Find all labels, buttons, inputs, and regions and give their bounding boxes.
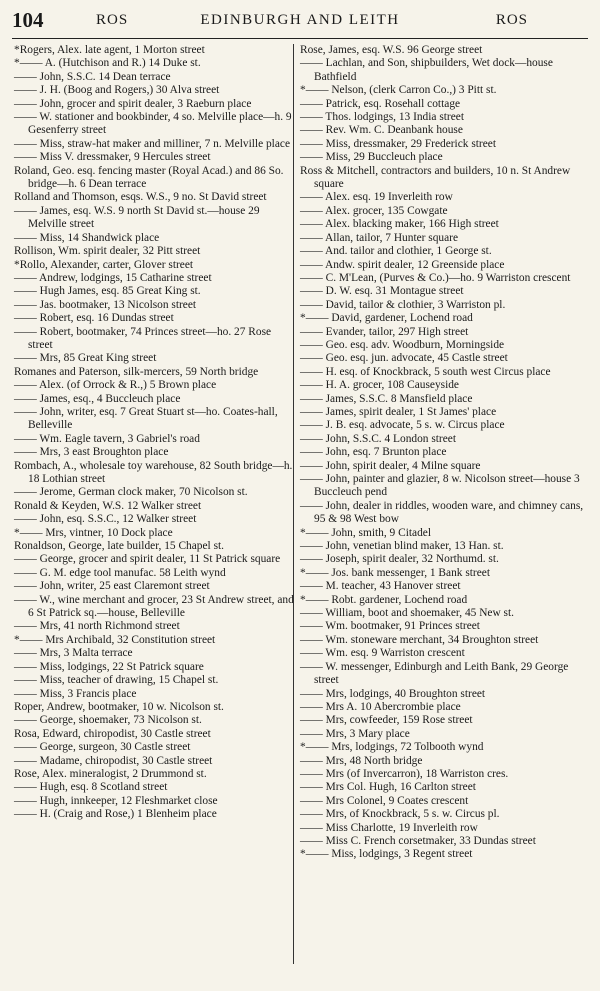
directory-entry: —— Rev. Wm. C. Deanbank house <box>300 124 463 137</box>
directory-entry: *—— Mrs, lodgings, 72 Tolbooth wynd <box>300 741 484 754</box>
directory-entry: —— Jerome, German clock maker, 70 Nicolson st. <box>14 486 248 499</box>
directory-entry: —— Alex. blacking maker, 166 High street <box>300 218 499 231</box>
directory-entry: *—— David, gardener, Lochend road <box>300 312 473 325</box>
directory-entry: Romanes and Paterson, silk-mercers, 59 North bridge <box>14 365 259 378</box>
header-title: EDINBURGH AND LEITH <box>200 12 400 28</box>
directory-entry: Rombach, A., wholesale toy warehouse, 82 South bridge—h. 18 Lothian street <box>14 459 293 485</box>
directory-entry: —— John, writer, esq. 7 Great Stuart st—ho. Coates-hall, Belleville <box>14 405 278 432</box>
directory-entry: —— Allan, tailor, 7 Hunter square <box>300 231 459 244</box>
directory-entry: —— Mrs, lodgings, 40 Broughton street <box>300 687 486 700</box>
directory-entry: —— H. A. grocer, 108 Causeyside <box>300 379 459 392</box>
directory-entry: —— John, S.S.C. 14 Dean terrace <box>14 70 171 83</box>
directory-entry: —— Miss, 29 Buccleuch place <box>300 151 443 164</box>
directory-entry: —— Lachlan, and Son, shipbuilders, Wet dock—house Bathfield <box>300 57 553 83</box>
directory-entry: —— H. (Craig and Rose,) 1 Blenheim place <box>14 808 217 821</box>
directory-entry: —— Wm. bootmaker, 91 Princes street <box>300 620 480 633</box>
directory-entry: —— John, S.S.C. 4 London street <box>300 432 456 445</box>
directory-entry: —— David, tailor & clothier, 3 Warriston pl. <box>300 298 506 311</box>
directory-entry: —— Evander, tailor, 297 High street <box>300 325 469 338</box>
right-column <box>300 44 588 964</box>
directory-entry: —— William, boot and shoemaker, 45 New st. <box>300 607 514 620</box>
directory-entry: *—— Mrs Archibald, 32 Constitution street <box>14 633 216 646</box>
directory-entry: —— Mrs Col. Hugh, 16 Carlton street <box>300 781 476 794</box>
directory-entry: —— Alex. (of Orrock & R.,) 5 Brown place <box>14 379 217 392</box>
directory-entry: —— Mrs, 48 North bridge <box>300 754 423 767</box>
header-left-keyword: ROS <box>96 12 129 28</box>
directory-entry: Rose, James, esq. W.S. 96 George street <box>300 44 483 56</box>
directory-entry: —— W., wine merchant and grocer, 23 St Andrew street, and 6 St Patrick sq.—house, Belleville <box>14 593 294 620</box>
directory-entry: —— Miss, lodgings, 22 St Patrick square <box>14 660 204 673</box>
directory-entry: Ronaldson, George, late builder, 15 Chapel st. <box>14 540 225 553</box>
directory-entry: —— Miss, 14 Shandwick place <box>14 231 160 244</box>
directory-entry: —— James, S.S.C. 8 Mansfield place <box>300 392 473 405</box>
directory-entry: —— Wm. stoneware merchant, 34 Broughton street <box>300 633 539 646</box>
directory-entry: —— J. B. esq. advocate, 5 s. w. Circus place <box>300 419 505 432</box>
directory-entry: —— John, spirit dealer, 4 Milne square <box>300 459 481 472</box>
directory-entry: —— John, venetian blind maker, 13 Han. st. <box>300 540 504 553</box>
directory-entry: —— W. stationer and bookbinder, 4 so. Melville place—h. 9 Gesenferry street <box>14 111 292 137</box>
directory-entry: —— Hugh James, esq. 85 Great King st. <box>14 285 201 298</box>
directory-entry: *—— Jos. bank messenger, 1 Bank street <box>300 566 490 579</box>
directory-entry: —— H. esq. of Knockbrack, 5 south west Circus place <box>300 365 551 378</box>
directory-entry: —— G. M. edge tool manufac. 58 Leith wynd <box>14 566 226 579</box>
directory-entry: —— James, esq. W.S. 9 north St David st.—house 29 Melville street <box>14 204 260 231</box>
directory-entry: —— John, painter and glazier, 8 w. Nicolson street—house 3 Buccleuch pend <box>300 473 580 499</box>
directory-entry: *—— Robt. gardener, Lochend road <box>300 593 468 606</box>
page-number: 104 <box>12 8 44 32</box>
directory-entry: —— John, esq. 7 Brunton place <box>300 446 447 459</box>
directory-entry: *—— Miss, lodgings, 3 Regent street <box>300 848 473 861</box>
directory-entry: —— D. W. esq. 31 Montague street <box>300 285 464 298</box>
page-header <box>12 4 588 39</box>
left-column <box>14 44 294 964</box>
directory-entry: —— Andw. spirit dealer, 12 Greenside place <box>300 258 505 271</box>
directory-entry: —— Miss, 3 Francis place <box>14 687 137 700</box>
directory-entry: —— Miss, teacher of drawing, 15 Chapel st. <box>14 674 219 687</box>
directory-entry: —— Miss, dressmaker, 29 Frederick street <box>300 137 496 150</box>
directory-entry: —— Mrs (of Invercarron), 18 Warriston cres. <box>300 767 509 780</box>
directory-entry: —— Geo. esq. adv. Woodburn, Morningside <box>300 338 505 351</box>
directory-entry: *Rogers, Alex. late agent, 1 Morton street <box>14 44 205 56</box>
directory-entry: —— Jas. bootmaker, 13 Nicolson street <box>14 298 197 311</box>
directory-entry: *Rollo, Alexander, carter, Glover street <box>14 258 194 271</box>
directory-entry: —— Wm. Eagle tavern, 3 Gabriel's road <box>14 432 200 445</box>
directory-entry: Rosa, Edward, chiropodist, 30 Castle street <box>14 727 211 740</box>
directory-entry: —— Mrs A. 10 Abercrombie place <box>300 700 461 713</box>
directory-entry: Roland, Geo. esq. fencing master (Royal Acad.) and 86 So. bridge—h. 6 Dean terrace <box>14 164 284 191</box>
directory-entry: —— John, writer, 25 east Claremont street <box>14 580 210 593</box>
directory-entry: —— Andrew, lodgings, 15 Catharine street <box>14 271 212 284</box>
directory-entry: —— Mrs, 3 Mary place <box>300 727 410 740</box>
directory-entry: —— J. H. (Boog and Rogers,) 30 Alva street <box>14 84 220 97</box>
header-right-keyword: ROS <box>495 12 528 28</box>
directory-entry: —— Miss V. dressmaker, 9 Hercules street <box>14 151 211 164</box>
directory-entry: —— Mrs, 3 Malta terrace <box>14 647 133 660</box>
directory-entry: —— Miss C. French corsetmaker, 33 Dundas street <box>300 834 536 847</box>
directory-entry: —— George, grocer and spirit dealer, 11 St Patrick square <box>14 553 281 566</box>
directory-entry: —— Miss Charlotte, 19 Inverleith row <box>300 821 478 834</box>
directory-entry: —— Robert, esq. 16 Dundas street <box>14 312 174 325</box>
directory-entry: *—— A. (Hutchison and R.) 14 Duke st. <box>14 57 201 70</box>
directory-entry: —— Miss, straw-hat maker and milliner, 7 n. Melville place <box>14 137 291 150</box>
directory-entry: Ross & Mitchell, contractors and builders, 10 n. St Andrew square <box>300 164 571 191</box>
directory-entry: Rollison, Wm. spirit dealer, 32 Pitt street <box>14 245 201 258</box>
directory-entry: *—— Nelson, (clerk Carron Co.,) 3 Pitt st. <box>300 84 497 97</box>
directory-entry: —— Robert, bootmaker, 74 Princes street—ho. 27 Rose street <box>14 325 272 351</box>
column-divider <box>293 44 294 964</box>
directory-entry: *—— Mrs, vintner, 10 Dock place <box>14 526 173 539</box>
directory-entry: —— Joseph, spirit dealer, 32 Northumd. st. <box>300 553 499 566</box>
directory-entry: —— James, spirit dealer, 1 St James' place <box>300 405 497 418</box>
directory-entry: —— John, dealer in riddles, wooden ware, and chimney cans, 95 & 98 West bow <box>300 499 584 526</box>
directory-entry: Ronald & Keyden, W.S. 12 Walker street <box>14 499 202 512</box>
directory-entry: —— John, grocer and spirit dealer, 3 Raeburn place <box>14 97 252 110</box>
directory-entry: —— Patrick, esq. Rosehall cottage <box>300 97 461 110</box>
directory-entry: —— Wm. esq. 9 Warriston crescent <box>300 647 465 660</box>
directory-entry: Rose, Alex. mineralogist, 2 Drummond st. <box>14 767 207 780</box>
directory-entry: —— Geo. esq. jun. advocate, 45 Castle street <box>300 352 508 365</box>
directory-entry: Rolland and Thomson, esqs. W.S., 9 no. St David street <box>14 191 267 204</box>
directory-entry: —— Alex. grocer, 135 Cowgate <box>300 204 448 217</box>
directory-entry: —— George, surgeon, 30 Castle street <box>14 741 191 754</box>
directory-entry: —— W. messenger, Edinburgh and Leith Bank, 29 George street <box>300 660 569 687</box>
directory-entry: —— M. teacher, 43 Hanover street <box>300 580 461 593</box>
directory-entry: —— Hugh, innkeeper, 12 Fleshmarket close <box>14 794 218 807</box>
directory-entry: —— Alex. esq. 19 Inverleith row <box>300 191 453 204</box>
directory-entry: —— C. M'Lean, (Purves & Co.)—ho. 9 Warriston crescent <box>300 271 571 284</box>
directory-entry: —— Mrs, 3 east Broughton place <box>14 446 169 459</box>
directory-entry: —— Mrs, 41 north Richmond street <box>14 620 180 633</box>
directory-entry: —— And. tailor and clothier, 1 George st. <box>300 245 492 258</box>
directory-entry: —— Mrs, of Knockbrack, 5 s. w. Circus pl. <box>300 808 500 821</box>
directory-entry: —— Mrs, 85 Great King street <box>14 352 157 365</box>
directory-entry: Roper, Andrew, bootmaker, 10 w. Nicolson st. <box>14 700 224 713</box>
directory-entry: —— Mrs, cowfeeder, 159 Rose street <box>300 714 473 727</box>
directory-entry: —— George, shoemaker, 73 Nicolson st. <box>14 714 202 727</box>
directory-entry: —— Hugh, esq. 8 Scotland street <box>14 781 168 794</box>
directory-entry: —— Thos. lodgings, 13 India street <box>300 111 464 124</box>
directory-entry: —— James, esq., 4 Buccleuch place <box>14 392 181 405</box>
directory-entry: —— Mrs Colonel, 9 Coates crescent <box>300 794 469 807</box>
directory-entry: *—— John, smith, 9 Citadel <box>300 526 431 539</box>
directory-entry: —— Madame, chiropodist, 30 Castle street <box>14 754 213 767</box>
directory-entry: —— John, esq. S.S.C., 12 Walker street <box>14 513 197 526</box>
